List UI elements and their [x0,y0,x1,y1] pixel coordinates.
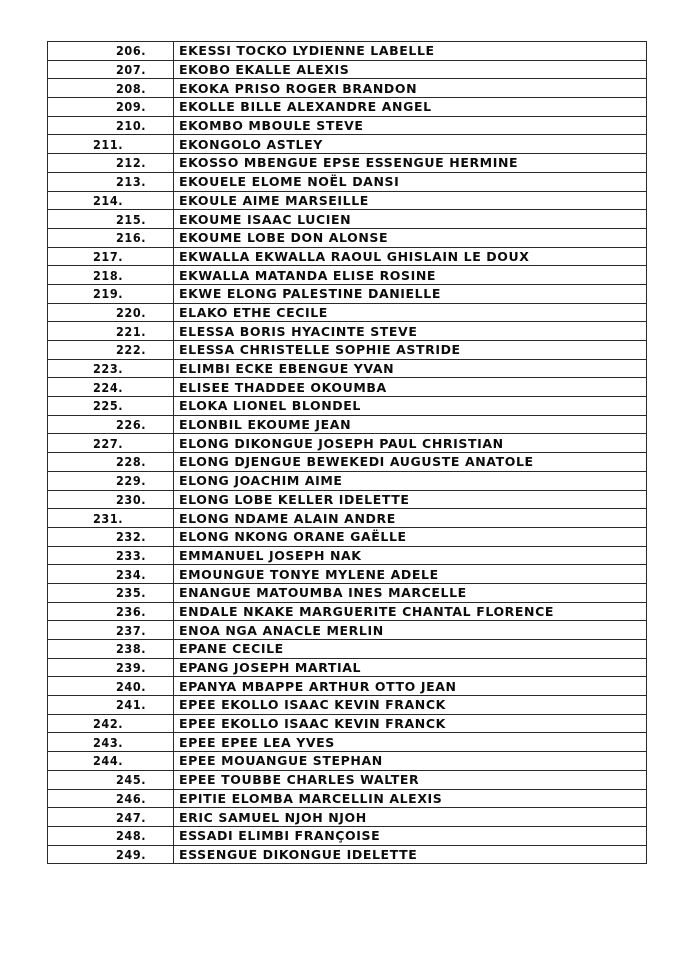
table-row [48,733,647,752]
table-row [48,640,647,659]
row-number: 224. [48,378,174,397]
table-row [48,845,647,864]
table-row [48,453,647,472]
table-row [48,154,647,173]
table-row [48,415,647,434]
person-name: EKOUELE ELOME NOËL DANSI [174,172,647,191]
row-number: 206. [48,42,174,61]
row-number: 211. [48,135,174,154]
person-name: EPEE EKOLLO ISAAC KEVIN FRANCK [174,714,647,733]
row-number: 223. [48,359,174,378]
table-row [48,471,647,490]
table-row [48,98,647,117]
row-number: 230. [48,490,174,509]
row-number: 244. [48,752,174,771]
table-row [48,135,647,154]
table-row [48,359,647,378]
table-row [48,714,647,733]
row-number: 225. [48,397,174,416]
person-name: EKOUME LOBE DON ALONSE [174,228,647,247]
row-number: 208. [48,79,174,98]
table-row [48,509,647,528]
person-name: ELIMBI ECKE EBENGUE YVAN [174,359,647,378]
table-row [48,210,647,229]
person-name: EKOKA PRISO ROGER BRANDON [174,79,647,98]
row-number: 215. [48,210,174,229]
table-row [48,696,647,715]
table-row [48,677,647,696]
row-number: 237. [48,621,174,640]
person-name: ELESSA CHRISTELLE SOPHIE ASTRIDE [174,341,647,360]
person-name: EKOUME ISAAC LUCIEN [174,210,647,229]
table-row [48,266,647,285]
person-name: EKOSSO MBENGUE EPSE ESSENGUE HERMINE [174,154,647,173]
row-number: 228. [48,453,174,472]
person-name: EPANE CECILE [174,640,647,659]
table-row [48,247,647,266]
table-row [48,116,647,135]
table-row [48,341,647,360]
person-name: ELONG NKONG ORANE GAËLLE [174,527,647,546]
table-row [48,322,647,341]
row-number: 207. [48,60,174,79]
person-name: EKWE ELONG PALESTINE DANIELLE [174,284,647,303]
row-number: 213. [48,172,174,191]
row-number: 209. [48,98,174,117]
person-name: EPEE TOUBBE CHARLES WALTER [174,770,647,789]
person-name: ELONG NDAME ALAIN ANDRE [174,509,647,528]
person-name: ENOA NGA ANACLE MERLIN [174,621,647,640]
person-name: EKOMBO MBOULE STEVE [174,116,647,135]
table-row [48,60,647,79]
person-name: EPEE MOUANGUE STEPHAN [174,752,647,771]
row-number: 242. [48,714,174,733]
row-number: 214. [48,191,174,210]
table-row [48,602,647,621]
row-number: 249. [48,845,174,864]
table-row [48,583,647,602]
row-number: 243. [48,733,174,752]
row-number: 219. [48,284,174,303]
row-number: 231. [48,509,174,528]
row-number: 216. [48,228,174,247]
row-number: 226. [48,415,174,434]
table-row [48,808,647,827]
table-row [48,42,647,61]
row-number: 240. [48,677,174,696]
table-row [48,565,647,584]
row-number: 222. [48,341,174,360]
person-name: ELISEE THADDEE OKOUMBA [174,378,647,397]
person-name: ENDALE NKAKE MARGUERITE CHANTAL FLORENCE [174,602,647,621]
person-name: ELONG LOBE KELLER IDELETTE [174,490,647,509]
row-number: 234. [48,565,174,584]
person-name: EKOULE AIME MARSEILLE [174,191,647,210]
person-name: EPEE EKOLLO ISAAC KEVIN FRANCK [174,696,647,715]
row-number: 220. [48,303,174,322]
table-row [48,303,647,322]
table-row [48,79,647,98]
person-name: ELAKO ETHE CECILE [174,303,647,322]
person-name: ELONBIL EKOUME JEAN [174,415,647,434]
row-number: 217. [48,247,174,266]
row-number: 221. [48,322,174,341]
person-name: EMMANUEL JOSEPH NAK [174,546,647,565]
table-row [48,284,647,303]
table-row [48,378,647,397]
person-name: ERIC SAMUEL NJOH NJOH [174,808,647,827]
row-number: 241. [48,696,174,715]
person-name: ELESSA BORIS HYACINTE STEVE [174,322,647,341]
table-row [48,826,647,845]
person-name: EKOLLE BILLE ALEXANDRE ANGEL [174,98,647,117]
name-list-body [48,42,647,864]
row-number: 247. [48,808,174,827]
table-row [48,527,647,546]
person-name: EMOUNGUE TONYE MYLENE ADELE [174,565,647,584]
person-name: EKWALLA EKWALLA RAOUL GHISLAIN LE DOUX [174,247,647,266]
row-number: 233. [48,546,174,565]
person-name: ELOKA LIONEL BLONDEL [174,397,647,416]
person-name: EPITIE ELOMBA MARCELLIN ALEXIS [174,789,647,808]
person-name: ESSADI ELIMBI FRANÇOISE [174,826,647,845]
table-row [48,172,647,191]
name-list-table [47,41,647,864]
person-name: EKWALLA MATANDA ELISE ROSINE [174,266,647,285]
row-number: 245. [48,770,174,789]
table-row [48,621,647,640]
table-row [48,228,647,247]
row-number: 248. [48,826,174,845]
person-name: EPANG JOSEPH MARTIAL [174,658,647,677]
person-name: EPANYA MBAPPE ARTHUR OTTO JEAN [174,677,647,696]
table-row [48,490,647,509]
row-number: 238. [48,640,174,659]
row-number: 218. [48,266,174,285]
row-number: 229. [48,471,174,490]
person-name: ESSENGUE DIKONGUE IDELETTE [174,845,647,864]
table-row [48,658,647,677]
person-name: ENANGUE MATOUMBA INES MARCELLE [174,583,647,602]
table-row [48,770,647,789]
person-name: ELONG DIKONGUE JOSEPH PAUL CHRISTIAN [174,434,647,453]
row-number: 246. [48,789,174,808]
person-name: ELONG JOACHIM AIME [174,471,647,490]
person-name: ELONG DJENGUE BEWEKEDI AUGUSTE ANATOLE [174,453,647,472]
row-number: 232. [48,527,174,546]
person-name: EPEE EPEE LEA YVES [174,733,647,752]
person-name: EKESSI TOCKO LYDIENNE LABELLE [174,42,647,61]
row-number: 210. [48,116,174,135]
row-number: 236. [48,602,174,621]
row-number: 212. [48,154,174,173]
table-row [48,434,647,453]
table-row [48,397,647,416]
row-number: 239. [48,658,174,677]
table-row [48,789,647,808]
person-name: EKONGOLO ASTLEY [174,135,647,154]
row-number: 227. [48,434,174,453]
row-number: 235. [48,583,174,602]
table-row [48,546,647,565]
table-row [48,191,647,210]
person-name: EKOBO EKALLE ALEXIS [174,60,647,79]
table-row [48,752,647,771]
